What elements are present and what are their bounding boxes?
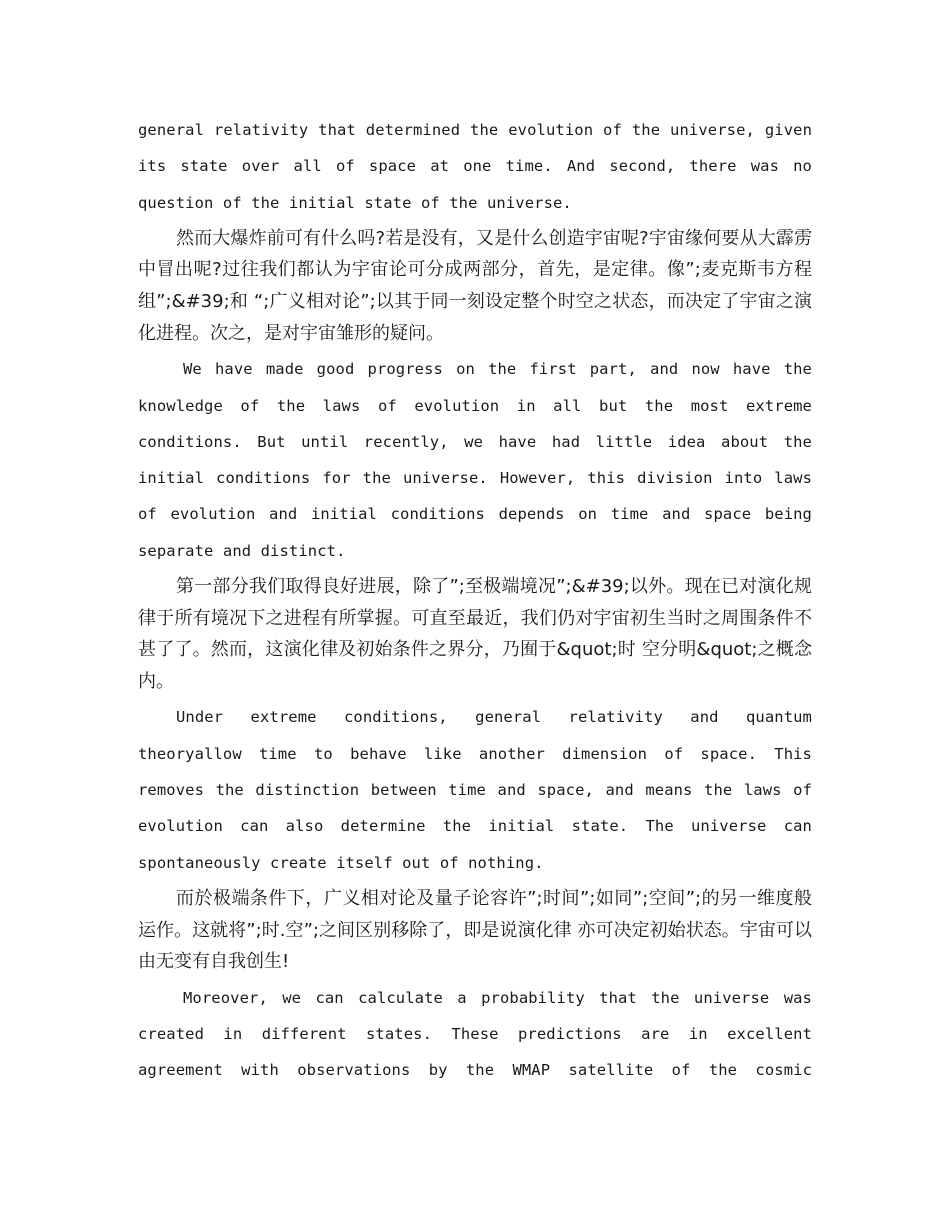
paragraph-7-english: Moreover, we can calculate a probability that the universe was created in different states. These predictions are in excellent agreement with observations by the WMAP satellite of the cosmic [138,988,812,1080]
document-page [138,112,812,1089]
paragraph-3-english: We have made good progress on the first part, and now have the knowledge of the laws of evolution in all but the most extreme conditions. But until recently, we have had little idea about the initial conditions for the universe. However, this division into laws of evolution and initial conditions depends on time and space being separate and distinct. [138,360,812,560]
paragraph-2-chinese: 然而大爆炸前可有什么吗?若是没有，又是什么创造宇宙呢?宇宙缘何要从大霹雳中冒出呢?过往我们都认为宇宙论可分成两部分，首先，是定律。像”;麦克斯韦方程组”;&#39;和 “;广义相对论”;以其于同一刻设定整个时空之状态，而决定了宇宙之演化进程。次之，是对宇宙雏形的疑问。 [138,227,812,344]
paragraph-6-chinese: 而於极端条件下，广义相对论及量子论容许”;时间”;如同”;空间”;的另一维度般运作。这就将”;时.空”;之间区别移除了，即是说演化律 亦可决定初始状态。宇宙可以由无变有自我创生! [138,887,812,973]
paragraph-4-chinese: 第一部分我们取得良好进展，除了”;至极端境况”;&#39;以外。现在已对演化规律于所有境况下之进程有所掌握。可直至最近，我们仍对宇宙初生当时之周围条件不甚了了。然而，这演化律及初始条件之界分，乃囿于&quot;时 空分明&quot;之概念内。 [138,576,812,692]
paragraph-1-english: general relativity that determined the evolution of the universe, given its state over all of space at one time. And second, there was no question of the initial state of the universe. [138,121,812,212]
paragraph-5-english: Under extreme conditions, general relativity and quantum theoryallow time to behave like another dimension of space. This removes the distinction between time and space, and means the laws of evolution can also determine the initial state. The universe can spontaneously create itself out of nothing. [138,708,812,872]
